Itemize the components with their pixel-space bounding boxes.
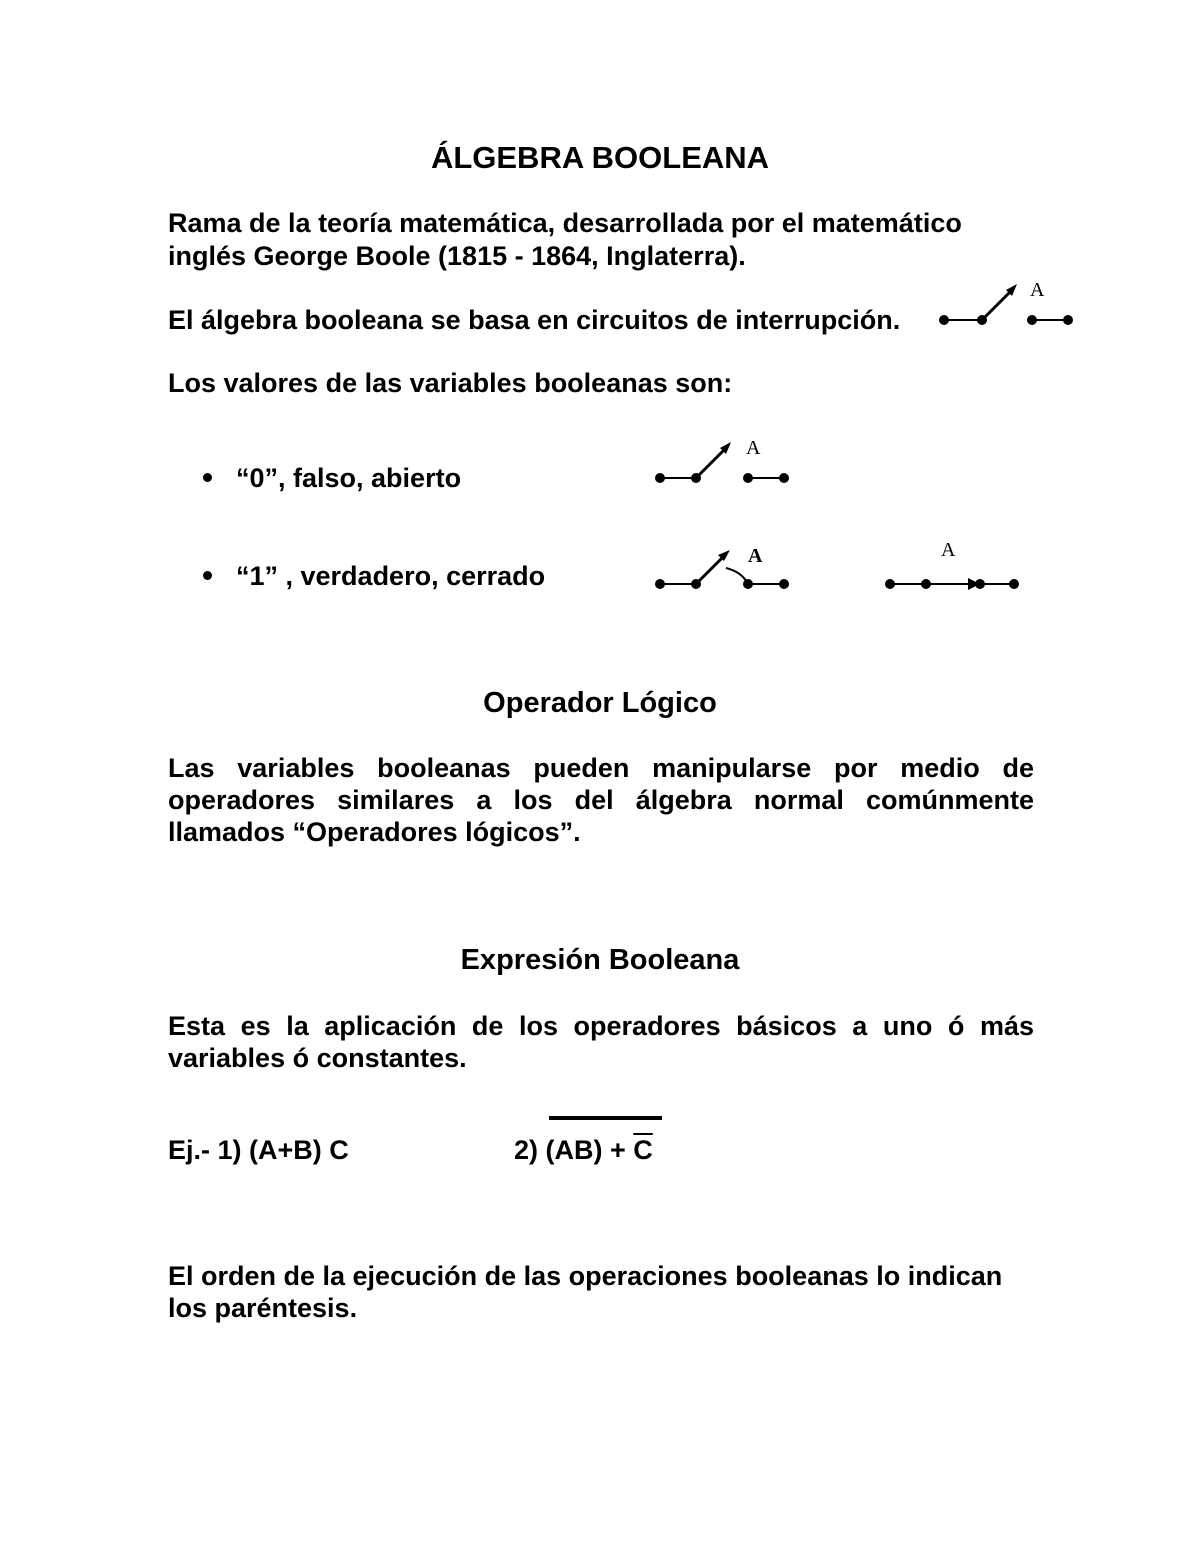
expression-paragraph xyxy=(168,1010,1034,1042)
value-true: “1” , verdadero, cerrado xyxy=(236,561,546,591)
bullet-dot xyxy=(203,473,212,482)
operator-line-3: llamados “Operadores lógicos”. xyxy=(168,817,581,847)
switch-label: A xyxy=(1030,279,1045,301)
example-1: Ej.- 1) (A+B) C xyxy=(168,1135,349,1165)
circuits-text: El álgebra booleana se basa en circuitos de interrupción. xyxy=(168,305,901,335)
switch-diagram-open xyxy=(938,279,1078,332)
switch-diagram-open-false xyxy=(654,437,794,490)
closing-line-2: los paréntesis. xyxy=(168,1293,358,1323)
bullet-dot xyxy=(203,571,212,580)
expression-line-1: Esta es la aplicación de los operadores básicos a uno ó más xyxy=(168,1011,1034,1041)
example-2 xyxy=(514,1134,653,1166)
intro-line-1: Rama de la teoría matemática, desarrollada por el matemático xyxy=(168,208,962,238)
switch-label: A xyxy=(746,437,761,459)
operator-line-2: operadores similares a los del álgebra normal comúnmente xyxy=(168,785,1034,815)
operator-heading: Operador Lógico xyxy=(483,687,717,719)
switch-label: A xyxy=(941,539,956,561)
expression-heading: Expresión Booleana xyxy=(460,944,740,976)
operator-line-1: Las variables booleanas pueden manipularse por medio de xyxy=(168,753,1034,783)
example-2-prefix: 2) xyxy=(514,1135,546,1165)
values-text: Los valores de las variables booleanas son: xyxy=(168,368,733,398)
closing-line-1: El orden de la ejecución de las operaciones booleanas lo indican xyxy=(168,1261,1003,1291)
negation-overline-bar xyxy=(549,1116,662,1120)
switch-diagram-closed-true xyxy=(884,539,1034,596)
expression-line-2: variables ó constantes. xyxy=(168,1043,467,1073)
page-title: ÁLGEBRA BOOLEANA xyxy=(430,140,770,175)
switch-diagram-closing-true xyxy=(654,546,794,596)
example-2-group: (AB) xyxy=(545,1135,603,1165)
switch-label: A xyxy=(748,545,763,567)
example-2-negated-variable: $\overline{C}$ xyxy=(633,1135,653,1165)
example-2-operator: + xyxy=(602,1135,634,1165)
intro-line-2: inglés George Boole (1815 - 1864, Inglaterra). xyxy=(168,241,746,271)
value-false: “0”, falso, abierto xyxy=(236,463,462,493)
operator-paragraph xyxy=(168,752,1034,816)
